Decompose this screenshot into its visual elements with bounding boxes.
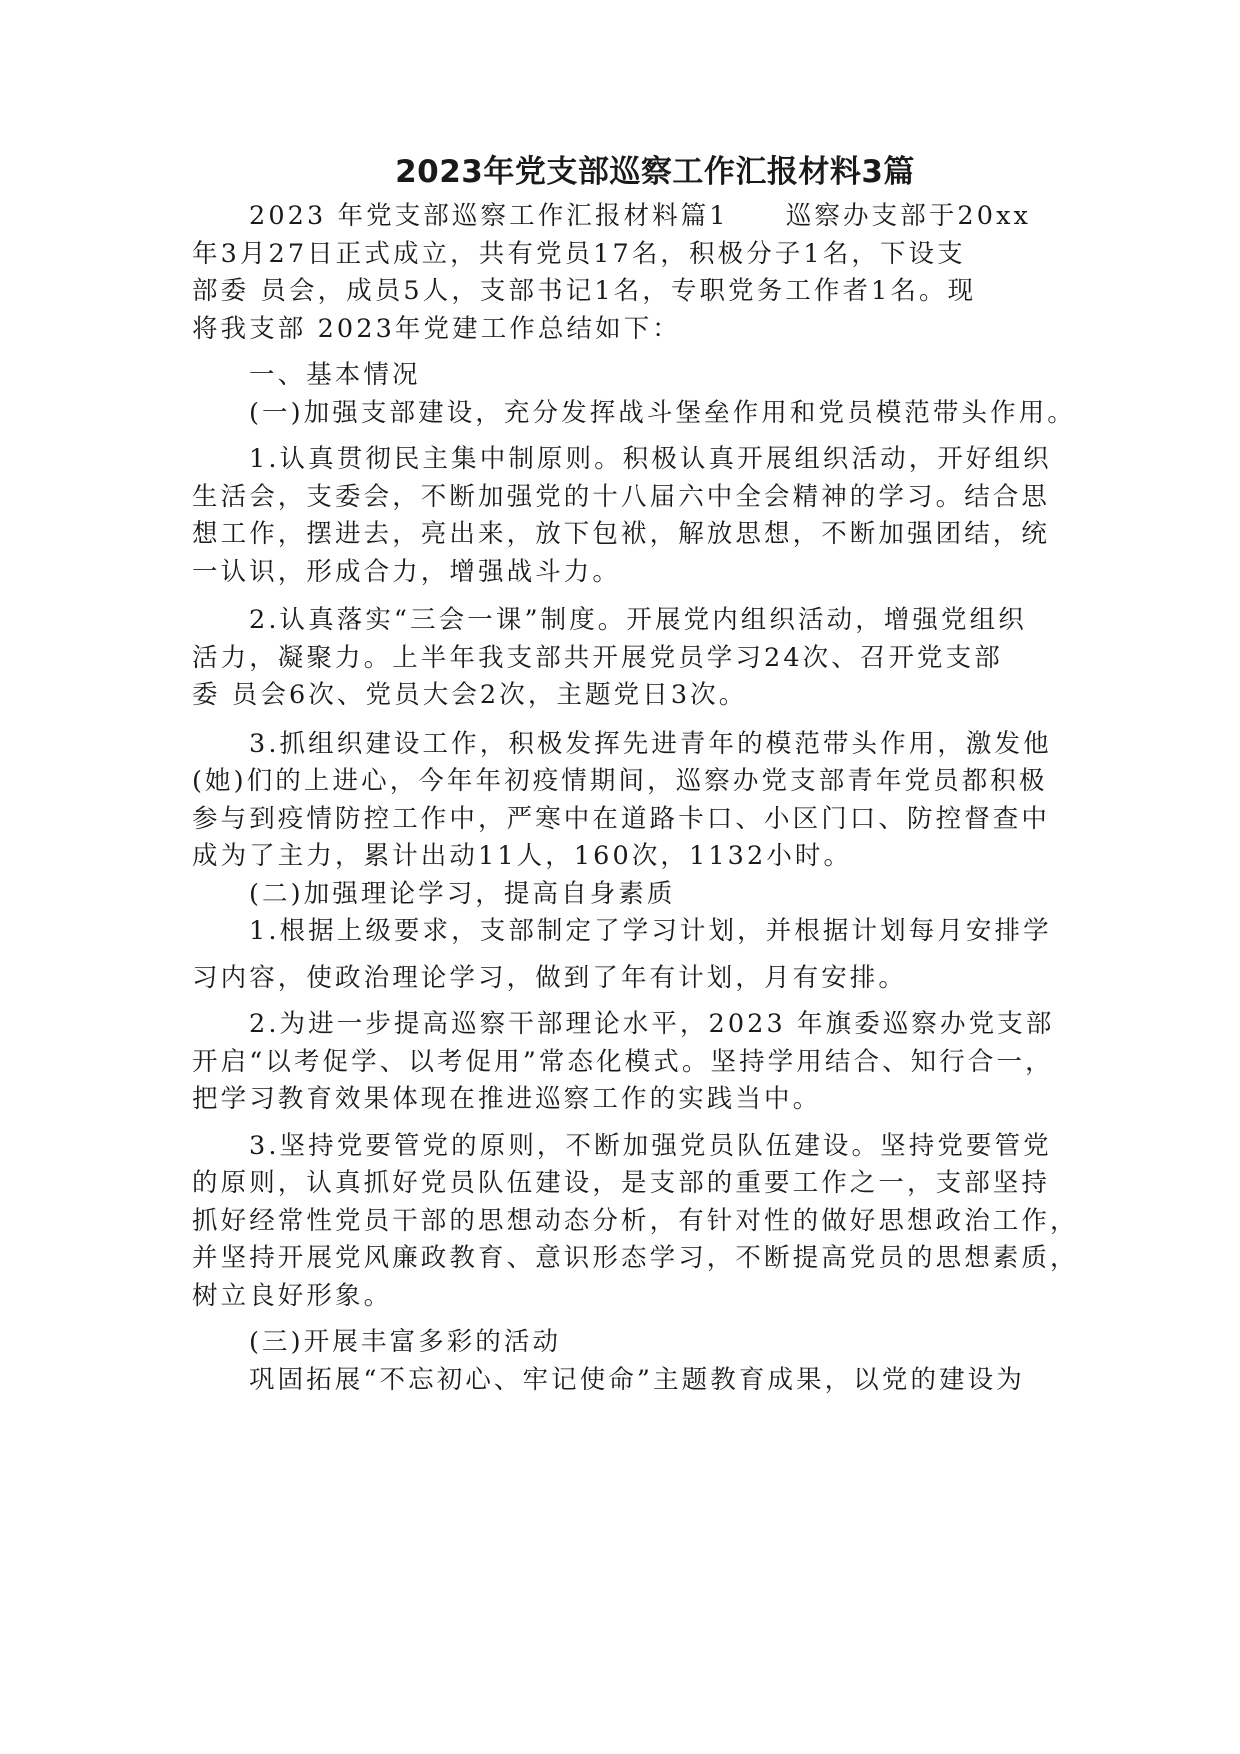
text-line: 2.认真落实“三会一课”制度。开展党内组织活动，增强党组织 [249, 605, 1027, 635]
subsection-heading: (一)加强支部建设，充分发挥战斗堡垒作用和党员模范带头作用。 [249, 397, 1076, 428]
text-line: 1.根据上级要求，支部制定了学习计划，并根据计划每月安排学 [249, 916, 1052, 946]
document-body [192, 198, 1079, 1399]
text-line: 想工作，摆进去，亮出来，放下包袱，解放思想，不断加强团结，统 [192, 519, 1051, 549]
text-line: 参与到疫情防控工作中，严寒中在道路卡口、小区门口、防控督查中 [192, 803, 1051, 834]
text-line: (她)们的上进心，今年年初疫情期间，巡察办党支部青年党员都积极 [192, 766, 1048, 796]
text-line: 的原则，认真抓好党员队伍建设，是支部的重要工作之一，支部坚持 [192, 1168, 1051, 1198]
section-heading: 一、基本情况 [249, 360, 421, 390]
text-line: 委 员会6次、党员大会2次，主题党日3次。 [192, 680, 748, 710]
text-line: 并坚持开展党风廉政教育、意识形态学习，不断提高党员的思想素质， [192, 1243, 1079, 1273]
text-line: 一认识，形成合力，增强战斗力。 [192, 556, 622, 587]
subsection-heading: (二)加强理论学习，提高自身素质 [249, 878, 676, 909]
text-line: 巩固拓展“不忘初心、牢记使命”主题教育成果，以党的建设为 [249, 1364, 1025, 1395]
text-line: 3.抓组织建设工作，积极发挥先进青年的模范带头作用，激发他 [249, 728, 1052, 759]
text-line: 1.认真贯彻民主集中制原则。积极认真开展组织活动，开好组织 [249, 444, 1052, 474]
text-line: 开启“以考促学、以考促用”常态化模式。坚持学用结合、知行合一， [192, 1046, 1054, 1077]
text-line: 成为了主力，累计出动11人，160次，1132小时。 [192, 841, 853, 871]
text-line: 生活会，支委会，不断加强党的十八届六中全会精神的学习。结合思 [192, 481, 1051, 512]
text-line: 将我支部 2023年党建工作总结如下： [192, 313, 681, 344]
document-title: 2023年党支部巡察工作汇报材料3篇 [395, 154, 915, 190]
text-line: 抓好经常性党员干部的思想动态分析，有针对性的做好思想政治工作， [192, 1205, 1079, 1236]
text-line: 活力，凝聚力。上半年我支部共开展党员学习24次、召开党支部 [192, 642, 1003, 673]
text-line: 树立良好形象。 [192, 1280, 393, 1311]
subsection-heading: (三)开展丰富多彩的活动 [249, 1327, 562, 1357]
text-line: 把学习教育效果体现在推进巡察工作的实践当中。 [192, 1084, 822, 1114]
text-line: 2023 年党支部巡察工作汇报材料篇1 巡察办支部于20xx [249, 201, 1032, 231]
text-line: 习内容，使政治理论学习，做到了年有计划，月有安排。 [192, 962, 908, 993]
text-line: 年3月27日正式成立，共有党员17名，积极分子1名，下设支 [192, 238, 966, 269]
text-line: 部委 员会，成员5人，支部书记1名，专职党务工作者1名。现 [192, 276, 977, 306]
text-line: 3.坚持党要管党的原则，不断加强党员队伍建设。坚持党要管党 [249, 1130, 1052, 1161]
text-line: 2.为进一步提高巡察干部理论水平，2023 年旗委巡察办党支部 [249, 1009, 1055, 1039]
